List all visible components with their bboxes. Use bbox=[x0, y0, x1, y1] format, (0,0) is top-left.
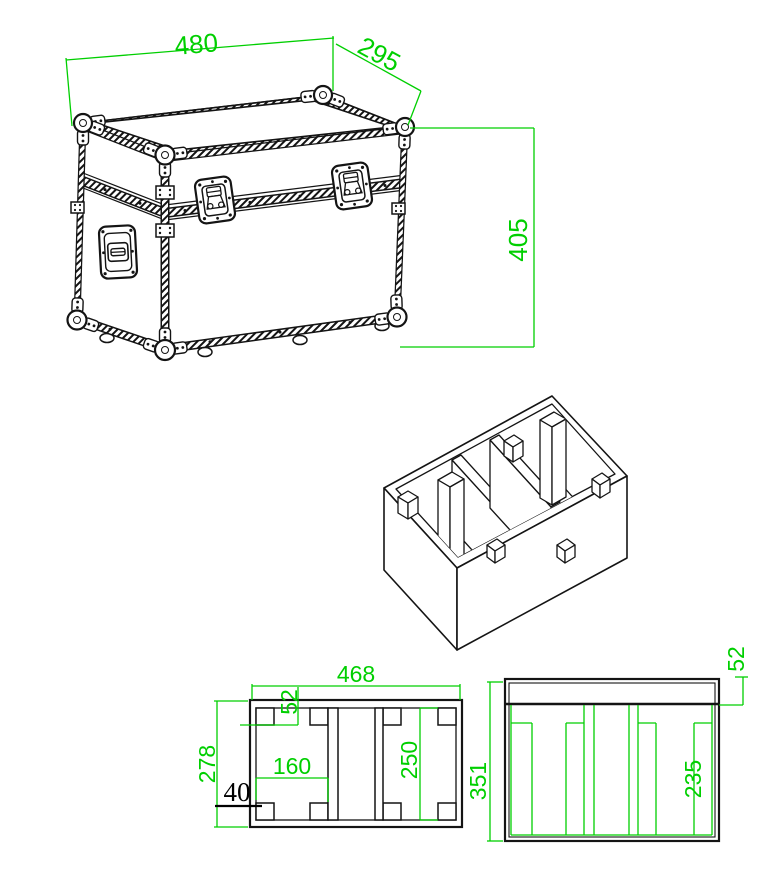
insert-front-view bbox=[465, 646, 749, 841]
corner-block bbox=[383, 708, 401, 725]
insert-stub-block bbox=[398, 491, 418, 519]
corner-block bbox=[310, 708, 328, 725]
plan-divider bbox=[328, 708, 338, 820]
corner-block bbox=[383, 803, 401, 820]
dimension-52-front bbox=[719, 646, 749, 705]
dimension-278 bbox=[194, 701, 248, 827]
corner-block bbox=[256, 708, 274, 725]
dim-235-label: 235 bbox=[680, 759, 706, 799]
dim-40-label: 40 bbox=[223, 777, 251, 807]
corner-block bbox=[438, 803, 456, 820]
dimension-235 bbox=[680, 760, 706, 798]
insert-stub-block bbox=[592, 473, 610, 498]
dimension-351 bbox=[465, 682, 503, 841]
dim-295-label: 295 bbox=[353, 30, 406, 78]
corner-block bbox=[438, 708, 456, 725]
butterfly-latch-right bbox=[331, 162, 373, 211]
foam-insert-isometric-view bbox=[384, 396, 627, 650]
recessed-handle bbox=[99, 225, 138, 279]
insert-stub-block bbox=[504, 435, 523, 462]
case-foot bbox=[293, 336, 307, 345]
insert-post bbox=[540, 412, 566, 505]
dim-468-label: 468 bbox=[336, 661, 376, 687]
dim-405-label: 405 bbox=[503, 218, 533, 262]
dim-52-plan-label: 52 bbox=[276, 689, 302, 715]
dim-250-label: 250 bbox=[396, 740, 422, 780]
dim-278-label: 278 bbox=[194, 744, 220, 784]
dim-351-label: 351 bbox=[465, 761, 491, 801]
dim-480-label: 480 bbox=[173, 27, 220, 61]
insert-top-view bbox=[194, 661, 462, 827]
dim-52-front-label: 52 bbox=[723, 646, 749, 672]
dimension-height-405 bbox=[400, 128, 534, 347]
case-foot bbox=[198, 348, 212, 357]
flight-case-isometric-view bbox=[66, 27, 534, 360]
corner-block bbox=[310, 803, 328, 820]
butterfly-latch-left bbox=[194, 176, 236, 225]
dim-160-label: 160 bbox=[272, 753, 312, 779]
plan-divider bbox=[375, 708, 383, 820]
